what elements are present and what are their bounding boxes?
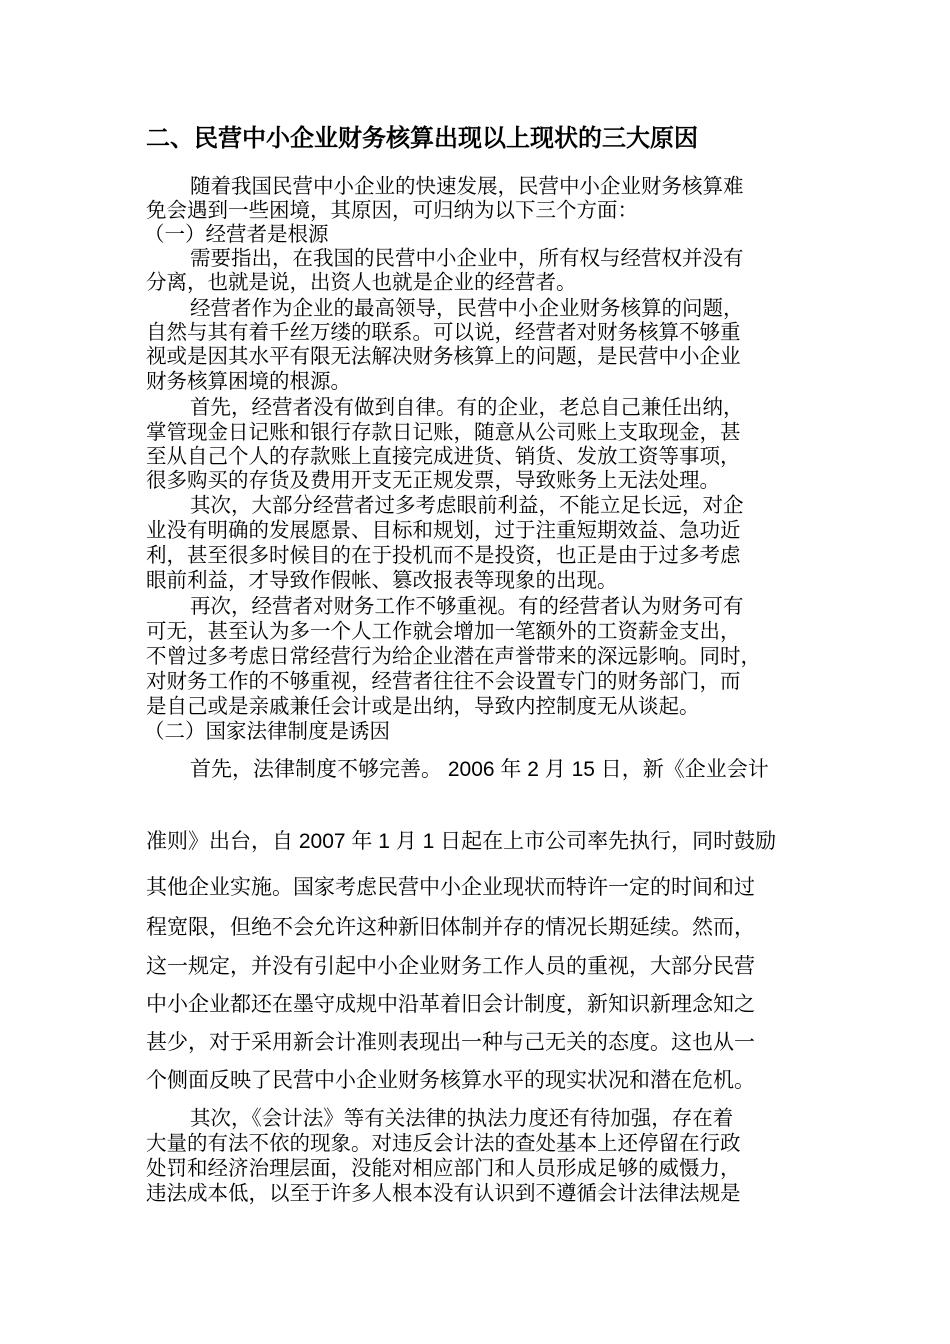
paragraph-line: 首先，法律制度不够完善。 2006 年 2 月 15 日，新《企业会计 (190, 758, 769, 781)
paragraph-line: 大量的有法不依的现象。对违反会计法的查处基本上还停留在行政 (146, 1131, 741, 1155)
paragraph-line: 掌管现金日记账和银行存款日记账，随意从公司账上支取现金，甚 (146, 420, 741, 444)
paragraph-line: 随着我国民营中小企业的快速发展，民营中小企业财务核算难 (190, 174, 744, 198)
paragraph-line: 经营者作为企业的最高领导，民营中小企业财务核算的问题， (190, 296, 744, 320)
paragraph-line: 是自己或是亲戚兼任会计或是出纳，导致内控制度无从谈起。 (146, 694, 700, 718)
paragraph-line: 视或是因其水平有限无法解决财务核算上的问题，是民营中小企业 (146, 344, 741, 368)
paragraph-line: 其他企业实施。国家考虑民营中小企业现状而特许一定的时间和过 (146, 876, 755, 899)
paragraph-line: 分离，也就是说，出资人也就是企业的经营者。 (146, 270, 577, 294)
paragraph-line: 对财务工作的不够重视，经营者往往不会设置专门的财务部门，而 (146, 669, 741, 693)
paragraph-line: 程宽限，但绝不会允许这种新旧体制并存的情况长期延续。然而， (146, 916, 755, 939)
paragraph-line: 财务核算困境的根源。 (146, 369, 351, 393)
paragraph-line: 自然与其有着千丝万缕的联系。可以说，经营者对财务核算不够重 (146, 320, 741, 344)
paragraph-line: 很多购买的存货及费用开支无正规发票，导致账务上无法处理。 (146, 468, 720, 492)
paragraph-line: 再次，经营者对财务工作不够重视。有的经营者认为财务可有 (190, 594, 744, 618)
paragraph-line: 可无，甚至认为多一个人工作就会增加一笔额外的工资薪金支出， (146, 619, 741, 643)
paragraph-line: 甚少，对于采用新会计准则表现出一种与己无关的态度。这也从一 (146, 1031, 755, 1054)
paragraph-line: 免会遇到一些困境，其原因，可归纳为以下三个方面： (146, 198, 638, 222)
paragraph-line: 眼前利益，才导致作假帐、篡改报表等现象的出现。 (146, 568, 618, 592)
paragraph-line: 个侧面反映了民营中小企业财务核算水平的现实状况和潜在危机。 (146, 1069, 755, 1092)
paragraph-line: 中小企业都还在墨守成规中沿革着旧会计制度，新知识新理念知之 (146, 993, 755, 1016)
paragraph-line: 准则》出台，自 2007 年 1 月 1 日起在上市公司率先执行，同时鼓励 (146, 830, 777, 853)
paragraph-line: 其次，大部分经营者过多考虑眼前利益，不能立足长远，对企 (190, 493, 744, 517)
paragraph-line: 其次，《会计法》等有关法律的执法力度还有待加强，存在着 (190, 1106, 734, 1130)
paragraph-line: 违法成本低，以至于许多人根本没有认识到不遵循会计法律法规是 (146, 1181, 741, 1205)
subheading: （一）经营者是根源 (144, 222, 329, 246)
paragraph-line: 至从自己个人的存款账上直接完成进货、销货、发放工资等事项， (146, 444, 741, 468)
paragraph-line: 处罚和经济治理层面，没能对相应部门和人员形成足够的威慑力， (146, 1156, 741, 1180)
paragraph-line: 不曾过多考虑日常经营行为给企业潜在声誉带来的深远影响。同时， (146, 644, 761, 668)
paragraph-line: 利，甚至很多时候目的在于投机而不是投资，也正是由于过多考虑 (146, 543, 741, 567)
paragraph-line: 首先，经营者没有做到自律。有的企业，老总自己兼任出纳， (190, 395, 744, 419)
subheading: （二）国家法律制度是诱因 (144, 719, 390, 743)
paragraph-line: 需要指出，在我国的民营中小企业中，所有权与经营权并没有 (190, 246, 744, 270)
section-heading: 二、民营中小企业财务核算出现以上现状的三大原因 (146, 124, 698, 152)
paragraph-line: 这一规定，并没有引起中小企业财务工作人员的重视，大部分民营 (146, 955, 755, 978)
paragraph-line: 业没有明确的发展愿景、目标和规划，过于注重短期效益、急功近 (146, 518, 741, 542)
